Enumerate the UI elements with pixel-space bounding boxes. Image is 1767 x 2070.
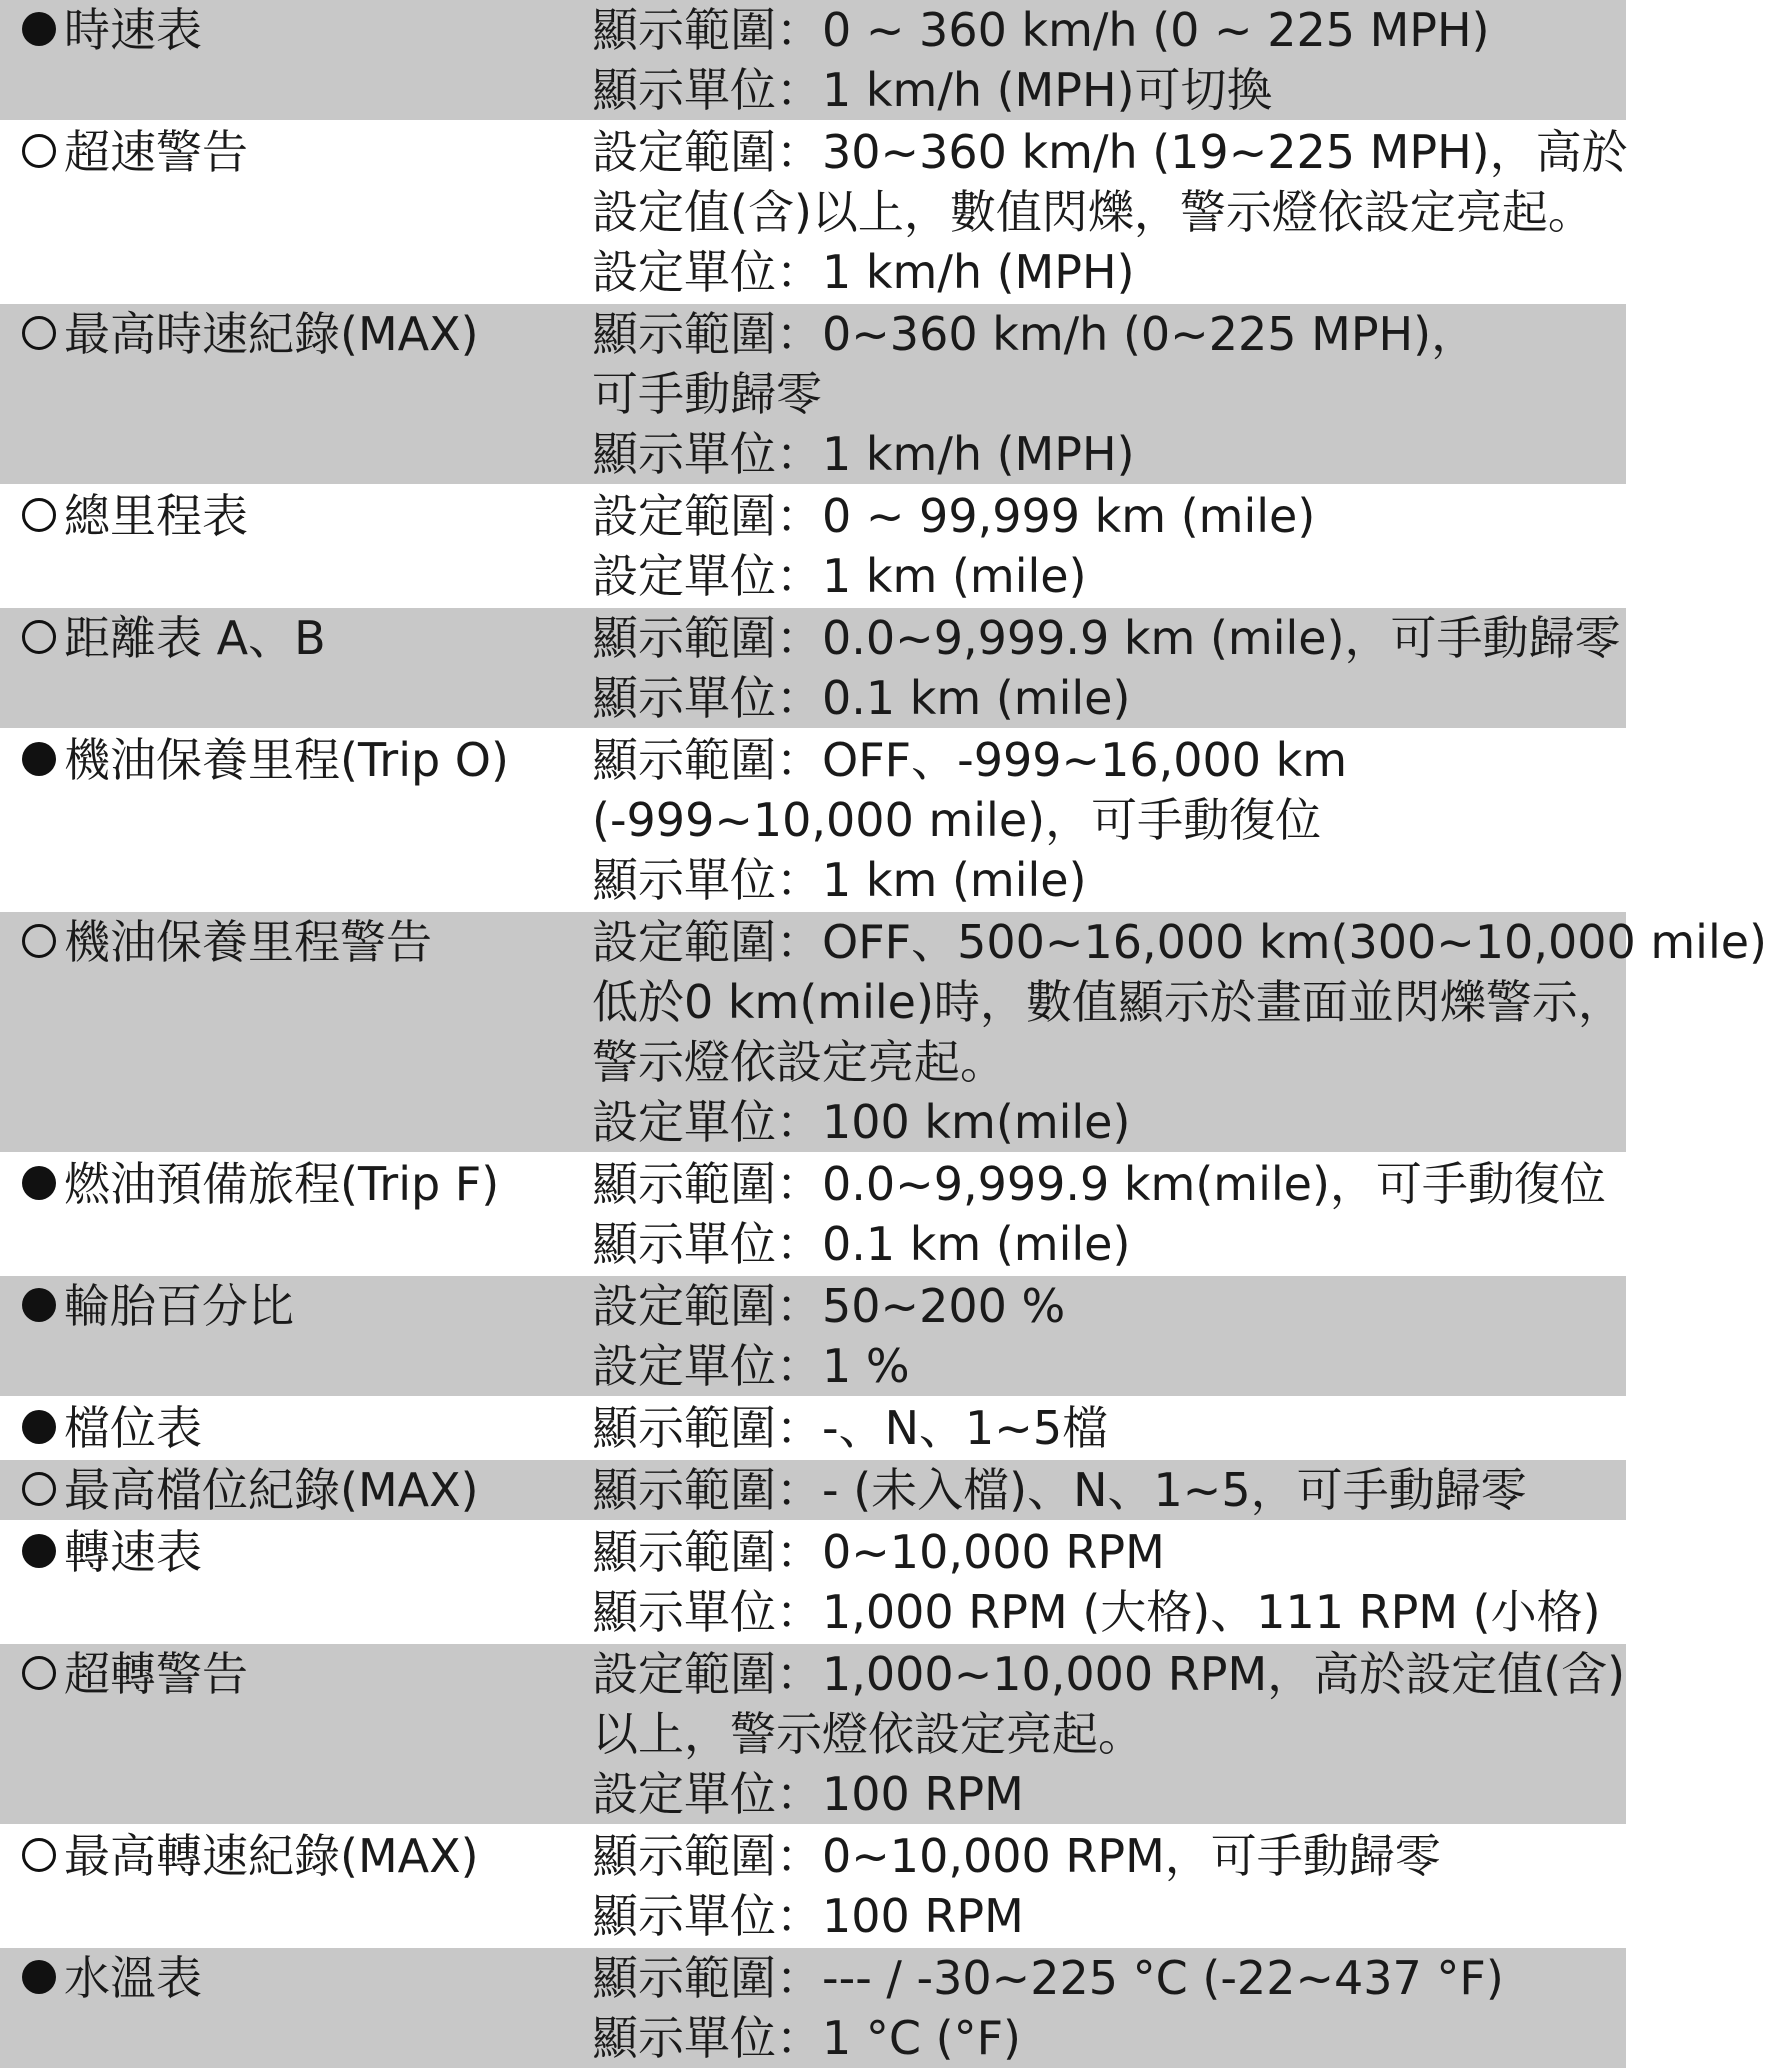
spec-description xyxy=(580,1644,1626,1824)
spec-row xyxy=(0,1398,1626,1460)
spec-item-name: 燃油預備旅程(Trip F) xyxy=(64,1157,500,1211)
spec-item xyxy=(0,608,580,728)
hollow-circle-icon xyxy=(22,924,56,958)
spec-description-line: 警示燈依設定亮起。 xyxy=(592,1035,1006,1089)
spec-item-name: 機油保養里程警告 xyxy=(64,915,432,969)
spec-description-line: 顯示單位：1,000 RPM (大格)、111 RPM (小格) xyxy=(592,1585,1601,1639)
spec-row xyxy=(0,304,1626,486)
spec-description-line: 顯示範圍：- (未入檔)、N、1~5，可手動歸零 xyxy=(592,1463,1527,1517)
spec-row xyxy=(0,730,1626,912)
spec-description-line: 設定範圍：50~200 % xyxy=(592,1279,1066,1333)
spec-item xyxy=(0,486,580,606)
spec-item-name: 轉速表 xyxy=(64,1525,202,1579)
spec-description-line: 顯示單位：1 °C (°F) xyxy=(592,2011,1021,2065)
spec-item xyxy=(0,1276,580,1396)
spec-description xyxy=(580,122,1628,302)
spec-description-line: 設定範圍：0 ~ 99,999 km (mile) xyxy=(592,489,1316,543)
spec-description-line: 顯示單位：1 km/h (MPH)可切換 xyxy=(592,63,1273,117)
filled-circle-icon xyxy=(22,1534,56,1568)
spec-description-line: 低於0 km(mile)時，數值顯示於畫面並閃爍警示， xyxy=(592,975,1624,1029)
spec-item xyxy=(0,912,580,1152)
spec-description-line: 設定單位：100 RPM xyxy=(592,1767,1024,1821)
spec-description xyxy=(580,608,1626,728)
spec-description xyxy=(580,912,1767,1152)
spec-description-line: 顯示範圍：0 ~ 360 km/h (0 ~ 225 MPH) xyxy=(592,3,1490,57)
spec-item-name: 時速表 xyxy=(64,3,202,57)
spec-item-name: 總里程表 xyxy=(64,489,248,543)
spec-row xyxy=(0,1948,1626,2070)
spec-item xyxy=(0,304,580,484)
spec-item-name: 檔位表 xyxy=(64,1401,202,1455)
spec-description-line: 可手動歸零 xyxy=(592,367,822,421)
spec-description xyxy=(580,1826,1626,1946)
spec-row xyxy=(0,1644,1626,1826)
spec-description xyxy=(580,1948,1626,2068)
spec-item-name: 超速警告 xyxy=(64,125,248,179)
spec-item-name: 超轉警告 xyxy=(64,1647,248,1701)
spec-item-name: 距離表 A、B xyxy=(64,611,326,665)
spec-description-line: 設定單位：1 km/h (MPH) xyxy=(592,245,1135,299)
spec-row xyxy=(0,486,1626,608)
spec-description-line: (-999~10,000 mile)，可手動復位 xyxy=(592,793,1322,847)
spec-description xyxy=(580,1154,1626,1274)
spec-description-line: 顯示範圍：0.0~9,999.9 km(mile)，可手動復位 xyxy=(592,1157,1606,1211)
filled-circle-icon xyxy=(22,1288,56,1322)
filled-circle-icon xyxy=(22,742,56,776)
spec-row xyxy=(0,1154,1626,1276)
spec-description-line: 顯示範圍：0.0~9,999.9 km (mile)，可手動歸零 xyxy=(592,611,1621,665)
spec-item-name: 輪胎百分比 xyxy=(64,1279,294,1333)
spec-row xyxy=(0,1826,1626,1948)
spec-description xyxy=(580,1522,1626,1642)
spec-description-line: 設定值(含)以上，數值閃爍，警示燈依設定亮起。 xyxy=(592,185,1594,239)
spec-row xyxy=(0,608,1626,730)
spec-description xyxy=(580,304,1626,484)
spec-row xyxy=(0,122,1626,304)
hollow-circle-icon xyxy=(22,1838,56,1872)
spec-item xyxy=(0,1460,580,1520)
spec-item xyxy=(0,1154,580,1274)
spec-description-line: 顯示單位：1 km (mile) xyxy=(592,853,1087,907)
spec-description-line: 顯示範圍：0~10,000 RPM xyxy=(592,1525,1165,1579)
hollow-circle-icon xyxy=(22,620,56,654)
spec-item xyxy=(0,730,580,910)
spec-description-line: 顯示單位：0.1 km (mile) xyxy=(592,1217,1131,1271)
spec-description xyxy=(580,1398,1626,1458)
spec-item xyxy=(0,0,580,120)
spec-description-line: 設定單位：1 km (mile) xyxy=(592,549,1087,603)
filled-circle-icon xyxy=(22,1410,56,1444)
hollow-circle-icon xyxy=(22,1656,56,1690)
hollow-circle-icon xyxy=(22,134,56,168)
spec-description-line: 顯示單位：1 km/h (MPH) xyxy=(592,427,1135,481)
spec-description-line: 設定範圍：1,000~10,000 RPM，高於設定值(含) xyxy=(592,1647,1626,1701)
spec-description-line: 設定單位：100 km(mile) xyxy=(592,1095,1131,1149)
spec-item-name: 最高轉速紀錄(MAX) xyxy=(64,1829,479,1883)
spec-item xyxy=(0,1826,580,1946)
spec-item xyxy=(0,1398,580,1458)
spec-description-line: 以上，警示燈依設定亮起。 xyxy=(592,1707,1144,1761)
spec-description-line: 設定範圍：30~360 km/h (19~225 MPH)，高於 xyxy=(592,125,1628,179)
filled-circle-icon xyxy=(22,12,56,46)
spec-row xyxy=(0,1276,1626,1398)
spec-item xyxy=(0,1644,580,1824)
spec-row xyxy=(0,0,1626,122)
spec-description-line: 設定範圍：OFF、500~16,000 km(300~10,000 mile) xyxy=(592,915,1767,969)
spec-item-name: 水溫表 xyxy=(64,1951,202,2005)
spec-item-name: 最高檔位紀錄(MAX) xyxy=(64,1463,479,1517)
spec-description-line: 顯示範圍：--- / -30~225 °C (-22~437 °F) xyxy=(592,1951,1504,2005)
spec-description-line: 顯示範圍：OFF、-999~16,000 km xyxy=(592,733,1348,787)
hollow-circle-icon xyxy=(22,1472,56,1506)
hollow-circle-icon xyxy=(22,316,56,350)
spec-description xyxy=(580,1276,1626,1396)
hollow-circle-icon xyxy=(22,498,56,532)
spec-description xyxy=(580,730,1626,910)
spec-description xyxy=(580,486,1626,606)
spec-description-line: 顯示單位：100 RPM xyxy=(592,1889,1024,1943)
spec-item-name: 最高時速紀錄(MAX) xyxy=(64,307,479,361)
spec-item-name: 機油保養里程(Trip O) xyxy=(64,733,509,787)
spec-description-line: 顯示範圍：0~360 km/h (0~225 MPH)， xyxy=(592,307,1478,361)
spec-item xyxy=(0,122,580,302)
spec-item xyxy=(0,1948,580,2068)
spec-description xyxy=(580,0,1626,120)
spec-row xyxy=(0,912,1767,1154)
spec-description-line: 顯示範圍：-、N、1~5檔 xyxy=(592,1401,1109,1455)
spec-row xyxy=(0,1460,1626,1522)
spec-row xyxy=(0,1522,1626,1644)
spec-description-line: 顯示單位：0.1 km (mile) xyxy=(592,671,1131,725)
spec-item xyxy=(0,1522,580,1642)
spec-description-line: 設定單位：1 % xyxy=(592,1339,910,1393)
filled-circle-icon xyxy=(22,1166,56,1200)
spec-description xyxy=(580,1460,1626,1520)
filled-circle-icon xyxy=(22,1960,56,1994)
spec-description-line: 顯示範圍：0~10,000 RPM，可手動歸零 xyxy=(592,1829,1441,1883)
